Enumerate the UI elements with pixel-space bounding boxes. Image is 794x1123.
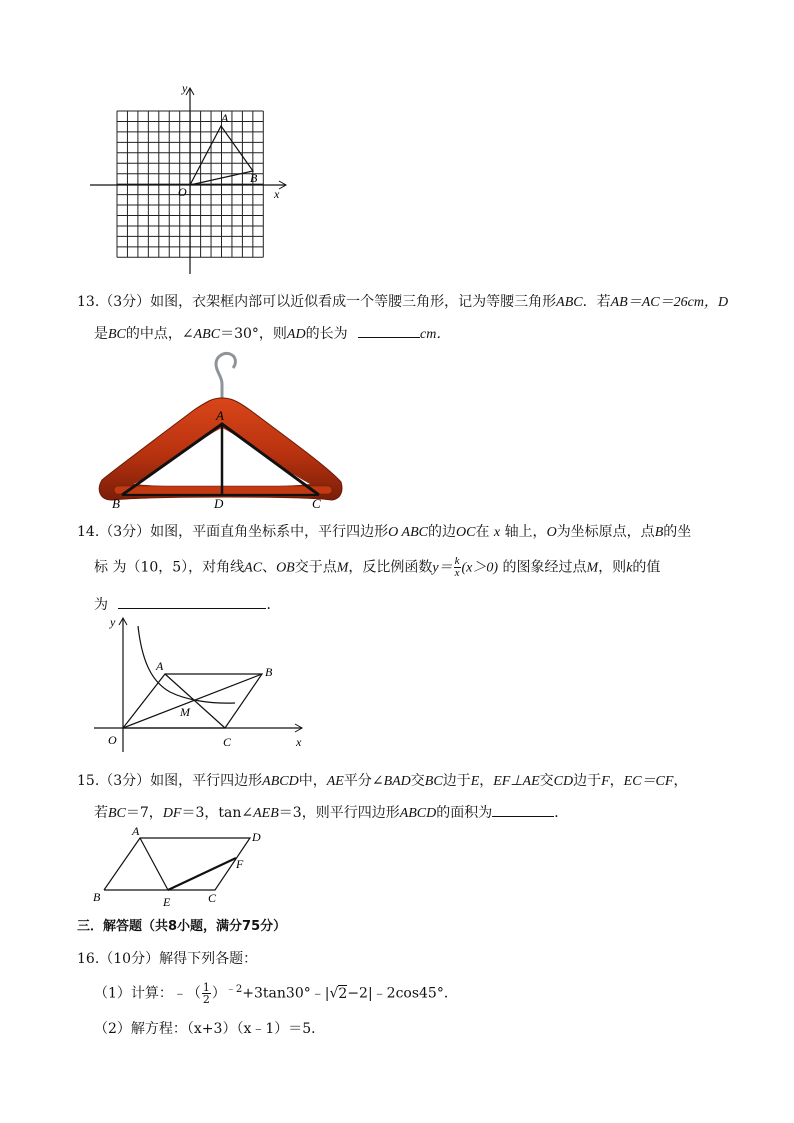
- fig15-point-c: C: [208, 891, 217, 905]
- answer-blank-14[interactable]: [118, 594, 266, 609]
- q13-line1: 13.（3分）如图，衣架框内部可以近似看成一个等腰三角形，记为等腰三角形ABC．若AB＝AC＝26cm，D: [77, 294, 729, 310]
- hanger-point-a: A: [216, 408, 224, 423]
- q16-part1: （1）计算：﹣（ $\frac{1}{2}$ ）$^{﹣2}$+3tan30°﹣|√2−2|﹣2cos45°．: [94, 981, 458, 1007]
- q16-part2: （2）解方程：（x+3）（x﹣1）＝5．: [94, 1021, 326, 1037]
- q14-line1: 14.（3分）如图，平面直角坐标系中，平行四边形O ABC的边OC在 x 轴上，O为坐标原点，点B的坐: [77, 524, 692, 540]
- point-a-label: A: [221, 111, 229, 125]
- fig14-point-c: C: [223, 735, 232, 749]
- section-heading: 三．解答题（共8小题，满分75分）: [77, 919, 287, 934]
- q13-line2: 是BC的中点，∠ABC＝30°，则AD的长为 cm．: [94, 323, 450, 343]
- fig14-y-label: y: [110, 615, 116, 629]
- origin-label: O: [178, 185, 187, 199]
- answer-blank-15[interactable]: [492, 802, 554, 817]
- fig15-point-f: F: [236, 857, 244, 871]
- q14-line3: 为 ．: [94, 594, 280, 614]
- fig14-point-a: A: [156, 659, 164, 673]
- fraction-k-over-x: $\frac{k}{x}$: [454, 555, 460, 579]
- fig15-point-e: E: [163, 895, 171, 909]
- hanger-point-b: B: [112, 496, 120, 511]
- fig14-point-m: M: [180, 705, 190, 719]
- parallelogram-hyperbola-figure: [90, 612, 310, 754]
- parallelogram-abcd-figure: [90, 824, 270, 910]
- q15-line1: 15.（3分）如图，平行四边形ABCD中，AE平分∠BAD交BC边于E，EF⊥AE交CD边于F，EC＝CF，: [77, 773, 688, 789]
- sqrt-symbol: √: [329, 985, 339, 1002]
- fig14-x-label: x: [296, 735, 302, 749]
- hanger-figure: [94, 350, 344, 512]
- point-b-label: B: [250, 171, 258, 185]
- fig15-point-a: A: [132, 824, 140, 838]
- x-axis-label: x: [274, 187, 280, 201]
- hanger-point-d: D: [214, 496, 224, 511]
- fig14-origin: O: [108, 733, 117, 747]
- fraction-one-half: $\frac{1}{2}$: [202, 981, 210, 1007]
- q15-line2: 若BC＝7，DF＝3，tan∠AEB＝3，则平行四边形ABCD的面积为 ．: [94, 802, 568, 822]
- fig15-point-d: D: [252, 830, 261, 844]
- q16-title: 16.（10分）解得下列各题：: [77, 951, 258, 967]
- fig15-point-b: B: [93, 890, 101, 904]
- hanger-point-c: C: [312, 496, 321, 511]
- y-axis-label: y: [182, 81, 188, 95]
- q14-line2: 标 为（10，5），对角线AC、OB交于点M，反比例函数y＝ $\frac{k}{x}$ (x＞0) 的图象经过点M，则k的值: [94, 555, 661, 579]
- grid-figure: [90, 78, 295, 276]
- answer-blank-13[interactable]: [358, 323, 420, 338]
- fig14-point-b: B: [265, 665, 273, 679]
